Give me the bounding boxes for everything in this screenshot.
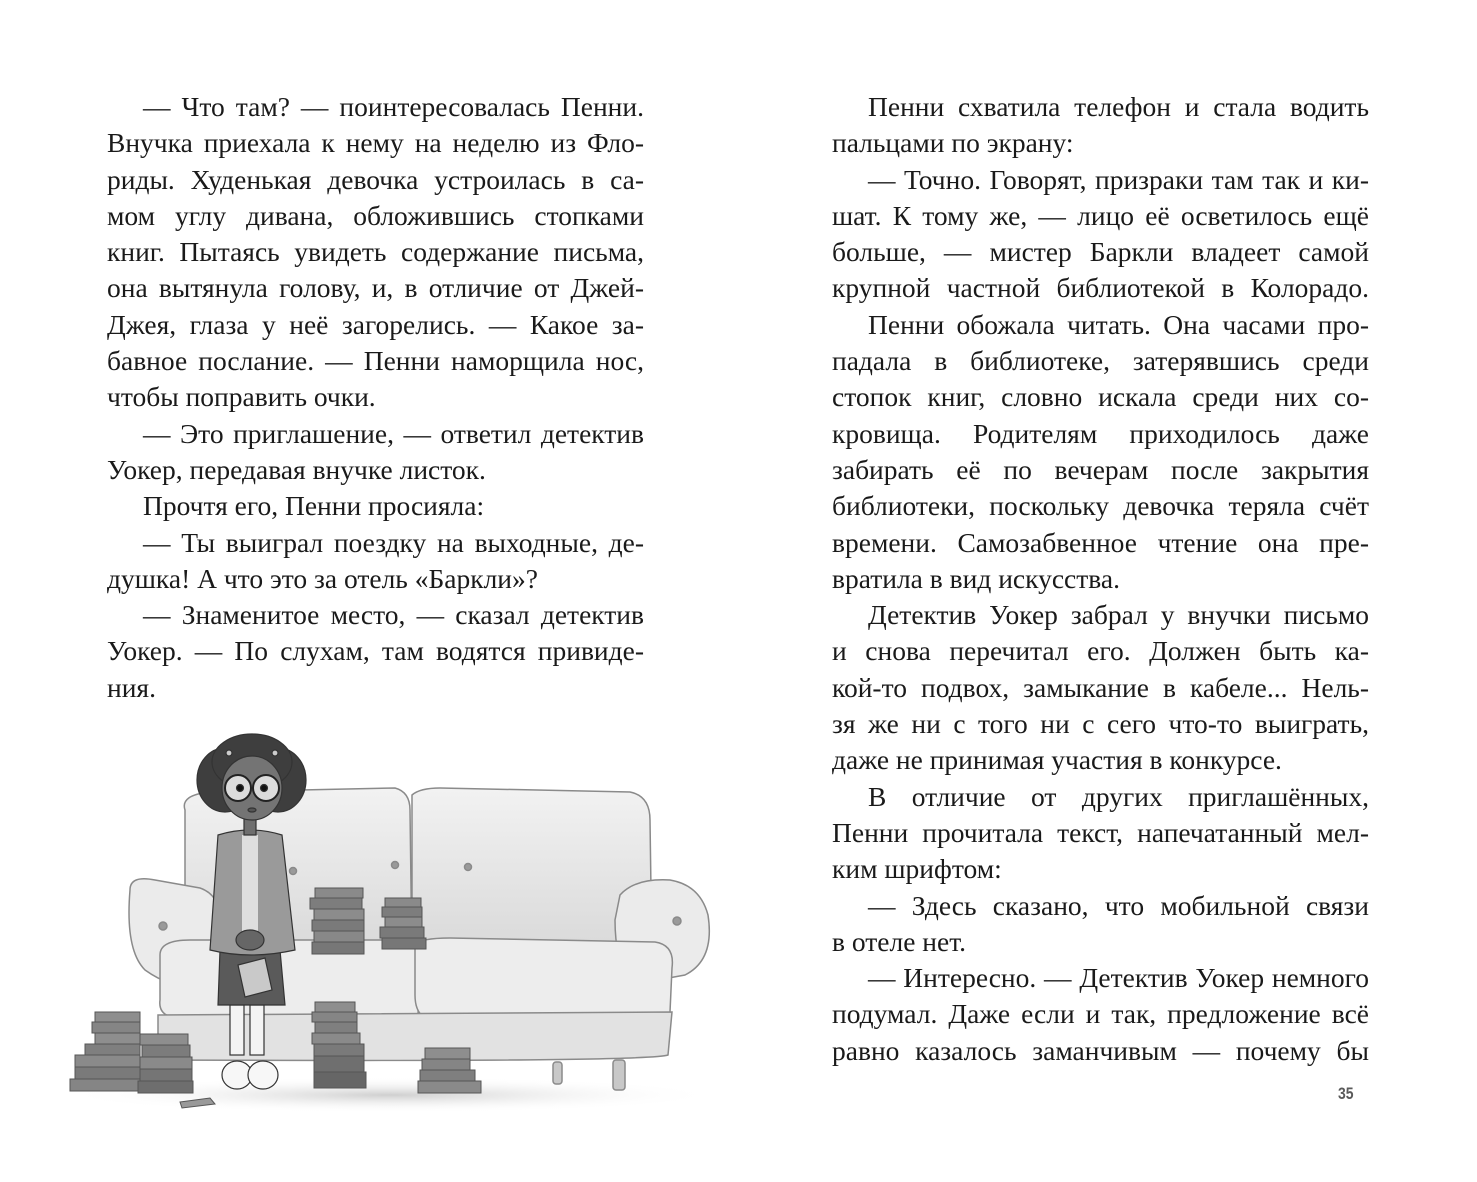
page-number: 35 (1338, 1084, 1354, 1103)
left-page-text (107, 89, 644, 706)
text-line: Пенни обожала читать. Она часами про- (868, 308, 1369, 340)
text-line: — Интересно. — Детектив Уокер немного (868, 962, 1369, 994)
text-line: вратила в вид искусства. (832, 562, 1120, 594)
text-line: душка! А что это за отель «Баркли»? (107, 562, 538, 594)
text-line: — Что там? — поинтересовалась Пенни. (143, 91, 644, 122)
text-line: — Знаменитое место, — сказал детектив (143, 599, 644, 631)
text-line: мом углу дивана, обложившись стопками (107, 199, 644, 231)
text-line: зя же ни с того ни с сего что-то выиграть, (832, 708, 1369, 740)
text-line: книг. Пытаясь увидеть содержание письма, (107, 236, 644, 268)
text-line: пальцами по экрану: (832, 127, 1074, 159)
text-line: чтобы поправить очки. (107, 381, 376, 413)
text-line: подумал. Даже если и так, предложение всё (832, 998, 1369, 1030)
text-line: Уокер, передавая внучке листок. (107, 453, 486, 485)
text-line: — Это приглашение, — ответил детектив (143, 417, 644, 449)
text-line: равно казалось заманчивым — почему бы (832, 1034, 1369, 1066)
text-line: Джея, глаза у неё загорелись. — Какое за- (107, 308, 644, 340)
text-line: Прочтя его, Пенни просияла: (143, 490, 485, 522)
text-line: в отеле нет. (832, 925, 967, 957)
text-line: ким шрифтом: (832, 853, 1002, 885)
text-line: Пенни прочитала текст, напечатанный мел- (832, 816, 1369, 848)
text-line: ния. (107, 671, 156, 703)
text-line: риды. Худенькая девочка устроилась в са- (107, 163, 644, 195)
text-line: шат. К тому же, — лицо её осветилось ещё (832, 199, 1369, 231)
right-page-text (832, 89, 1369, 1069)
text-line: библиотеки, поскольку девочка теряла счёт (832, 490, 1369, 522)
text-line: и снова перечитал его. Должен быть ка- (832, 635, 1369, 667)
text-line: Пенни схватила телефон и стала водить (868, 91, 1369, 122)
text-line: стопок книг, словно искала среди них со- (832, 381, 1369, 413)
text-line: крупной частной библиотекой в Колорадо. (832, 272, 1369, 304)
text-line: бавное послание. — Пенни наморщила нос, (107, 345, 644, 377)
text-line: Уокер. — По слухам, там водятся привиде- (107, 635, 644, 667)
illustration-girl-sofa-books (60, 700, 720, 1120)
text-line: Внучка приехала к нему на неделю из Фло- (107, 127, 644, 159)
text-line: забирать её по вечерам после закрытия (832, 453, 1369, 485)
text-line: — Точно. Говорят, призраки там так и ки- (868, 163, 1369, 195)
text-line: — Ты выиграл поездку на выходные, де- (143, 526, 644, 558)
text-line: падала в библиотеке, затерявшись среди (832, 345, 1369, 377)
text-line: Детектив Уокер забрал у внучки письмо (868, 599, 1369, 631)
text-line: кровища. Родителям приходилось даже (832, 417, 1369, 449)
text-line: больше, — мистер Баркли владеет самой (832, 236, 1369, 268)
text-line: времени. Самозабвенное чтение она пре- (832, 526, 1369, 558)
text-line: она вытянула голову, и, в отличие от Джей- (107, 272, 644, 304)
text-line: В отличие от других приглашённых, (868, 780, 1369, 812)
text-line: даже не принимая участия в конкурсе. (832, 744, 1282, 776)
text-line: — Здесь сказано, что мобильной связи (868, 889, 1369, 921)
text-line: кой-то подвох, замыкание в кабеле... Нель- (832, 671, 1369, 703)
